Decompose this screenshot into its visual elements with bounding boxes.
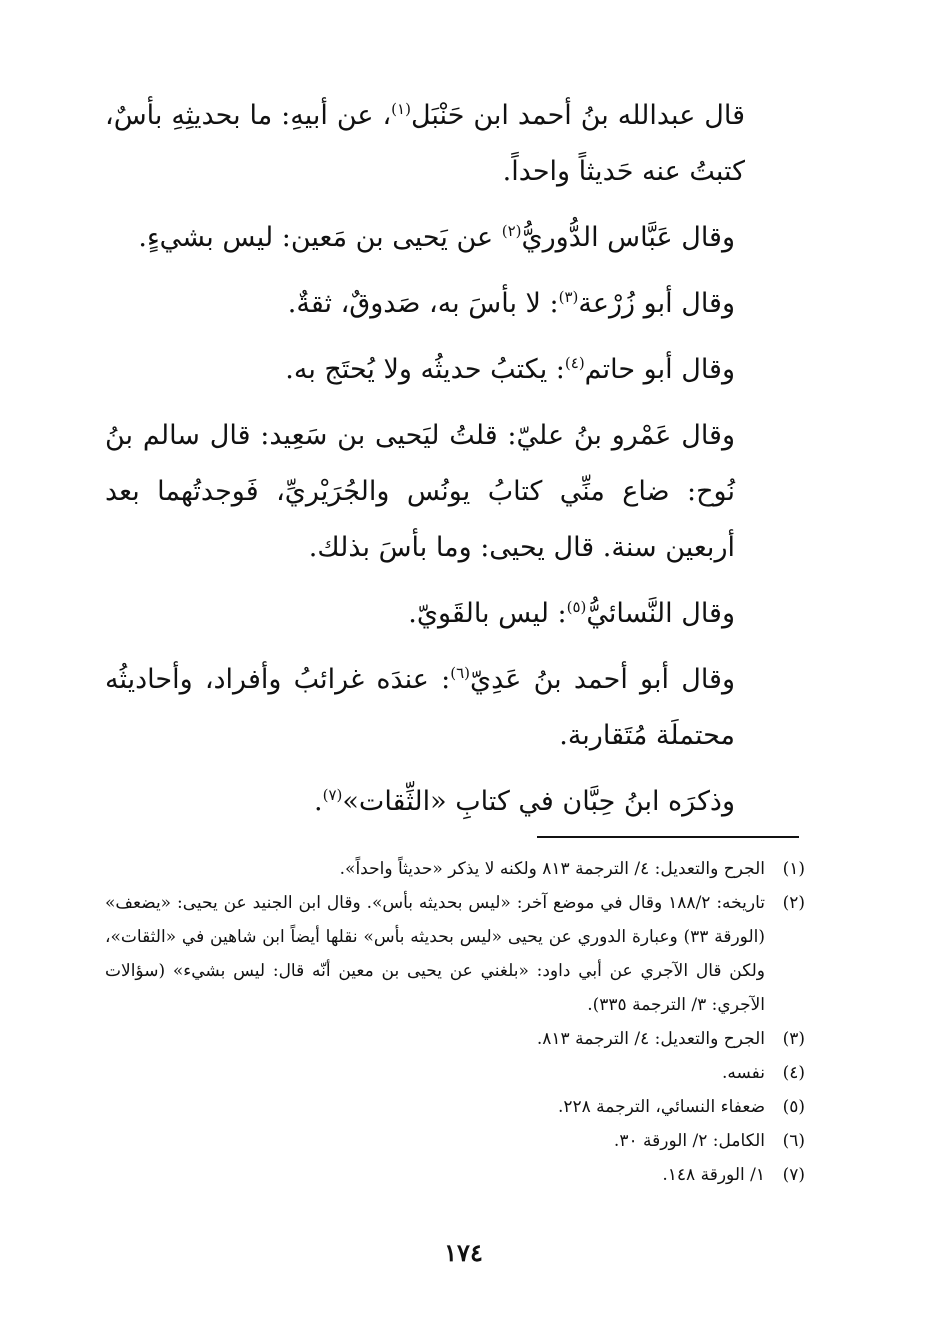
footnote-number: (٦) (782, 1131, 805, 1151)
paragraph-4 (105, 342, 805, 398)
footnote-6 (105, 1124, 805, 1158)
paragraph-2 (105, 210, 805, 266)
footnote-4 (105, 1056, 805, 1090)
footnote-text: تاريخه: ١٨٨/٢ وقال في موضع آخر: «ليس بحديثه بأس». وقال ابن الجنيد عن يحيى: «يضعف» (الورقة ٣٣) وعبارة الدوري عن يحيى «ليس بحديثه بأس» نقلها أيضاً ابن شاهين في «الثقات»، ولكن قال الآجري عن أبي داود: «بلغني عن يحيى بن معين أنّه قال: ليس بشيء» (سؤالات الآجري: ٣/ الترجمة ٣٣٥). (105, 893, 765, 1015)
paragraph-text: وقال أبو أحمد بنُ عَدِيّ (470, 664, 736, 695)
footnotes (105, 852, 805, 1192)
paragraph-6 (105, 586, 805, 642)
footnote-number: (٢) (782, 893, 805, 913)
footnote-text: ضعفاء النسائي، الترجمة ٢٢٨. (557, 1097, 765, 1117)
paragraph-text: : عندَه غرائبُ وأفراد، وأحاديثُه محتملَة مُتَقاربة. (105, 664, 735, 751)
paragraph-text: قال عبدالله بنُ أحمد ابن حَنْبَل (410, 100, 746, 131)
paragraph-text: وذكرَه ابنُ حِبَّان في كتابِ «الثِّقات» (342, 786, 735, 817)
footnote-5 (105, 1090, 805, 1124)
paragraph-text: وقال أبو زُرْعة (578, 288, 735, 319)
paragraph-text: : يكتبُ حديثُه ولا يُحتَج به. (285, 354, 565, 385)
footnote-1 (105, 852, 805, 886)
paragraph-8 (105, 774, 805, 830)
paragraph-1 (105, 88, 805, 200)
footnote-number: (٤) (782, 1063, 805, 1083)
paragraph-3 (105, 276, 805, 332)
footnote-text: ١/ الورقة ١٤٨. (662, 1165, 765, 1185)
footnote-text: نفسه. (721, 1063, 765, 1083)
main-text (105, 88, 805, 840)
paragraph-text: . (314, 786, 323, 817)
paragraph-text: وقال أبو حاتم (584, 354, 735, 385)
paragraph-text: وقال النَّسائيُّ (586, 598, 735, 629)
footnote-2 (105, 886, 805, 1022)
paragraph-5 (105, 408, 805, 576)
paragraph-text: عن يَحيى بن مَعين: ليس بشيءٍ. (138, 222, 502, 253)
page-number: ١٧٤ (444, 1238, 483, 1267)
paragraph-text: وقال عَمْرو بنُ عليّ: قلتُ ليَحيى بن سَعِيد: قال سالم بنُ نُوح: ضاع منِّي كتابُ يونُس والجُرَيْريِّ، فَوجدتُهما بعد أربعين سنة. قال يحيى: وما بأسَ بذلك. (105, 420, 735, 563)
footnote-ref: (٦) (450, 664, 470, 682)
paragraph-text: ، عن أبيهِ: ما بحديثِهِ بأسٌ، كتبتُ عنه حَديثاً واحداً. (105, 100, 745, 187)
footnote-ref: (٥) (566, 598, 587, 616)
paragraph-text: : لا بأسَ به، صَدوقٌ، ثقةٌ. (287, 288, 559, 319)
footnote-ref: (٤) (564, 354, 585, 372)
footnote-7 (105, 1158, 805, 1192)
paragraph-text: وقال عَبَّاس الدُّوريُّ (521, 222, 735, 253)
footnote-ref: (٣) (558, 288, 579, 306)
paragraph-7 (105, 652, 805, 764)
footnote-text: الكامل: ٢/ الورقة ٣٠. (613, 1131, 765, 1151)
footnote-divider (537, 836, 799, 838)
footnote-ref: (٢) (501, 222, 522, 240)
footnote-text: الجرح والتعديل: ٤/ الترجمة ٨١٣ ولكنه لا يذكر «حديثاً واحداً». (339, 859, 765, 879)
footnote-3 (105, 1022, 805, 1056)
footnote-text: الجرح والتعديل: ٤/ الترجمة ٨١٣. (536, 1029, 765, 1049)
footnote-ref: (٧) (322, 786, 343, 804)
footnote-number: (٥) (782, 1097, 805, 1117)
footnote-number: (٣) (782, 1029, 805, 1049)
footnote-number: (٧) (782, 1165, 805, 1185)
footnote-ref: (١) (391, 100, 411, 118)
paragraph-text: : ليس بالقَويّ. (408, 598, 567, 629)
footnote-number: (١) (782, 859, 805, 879)
